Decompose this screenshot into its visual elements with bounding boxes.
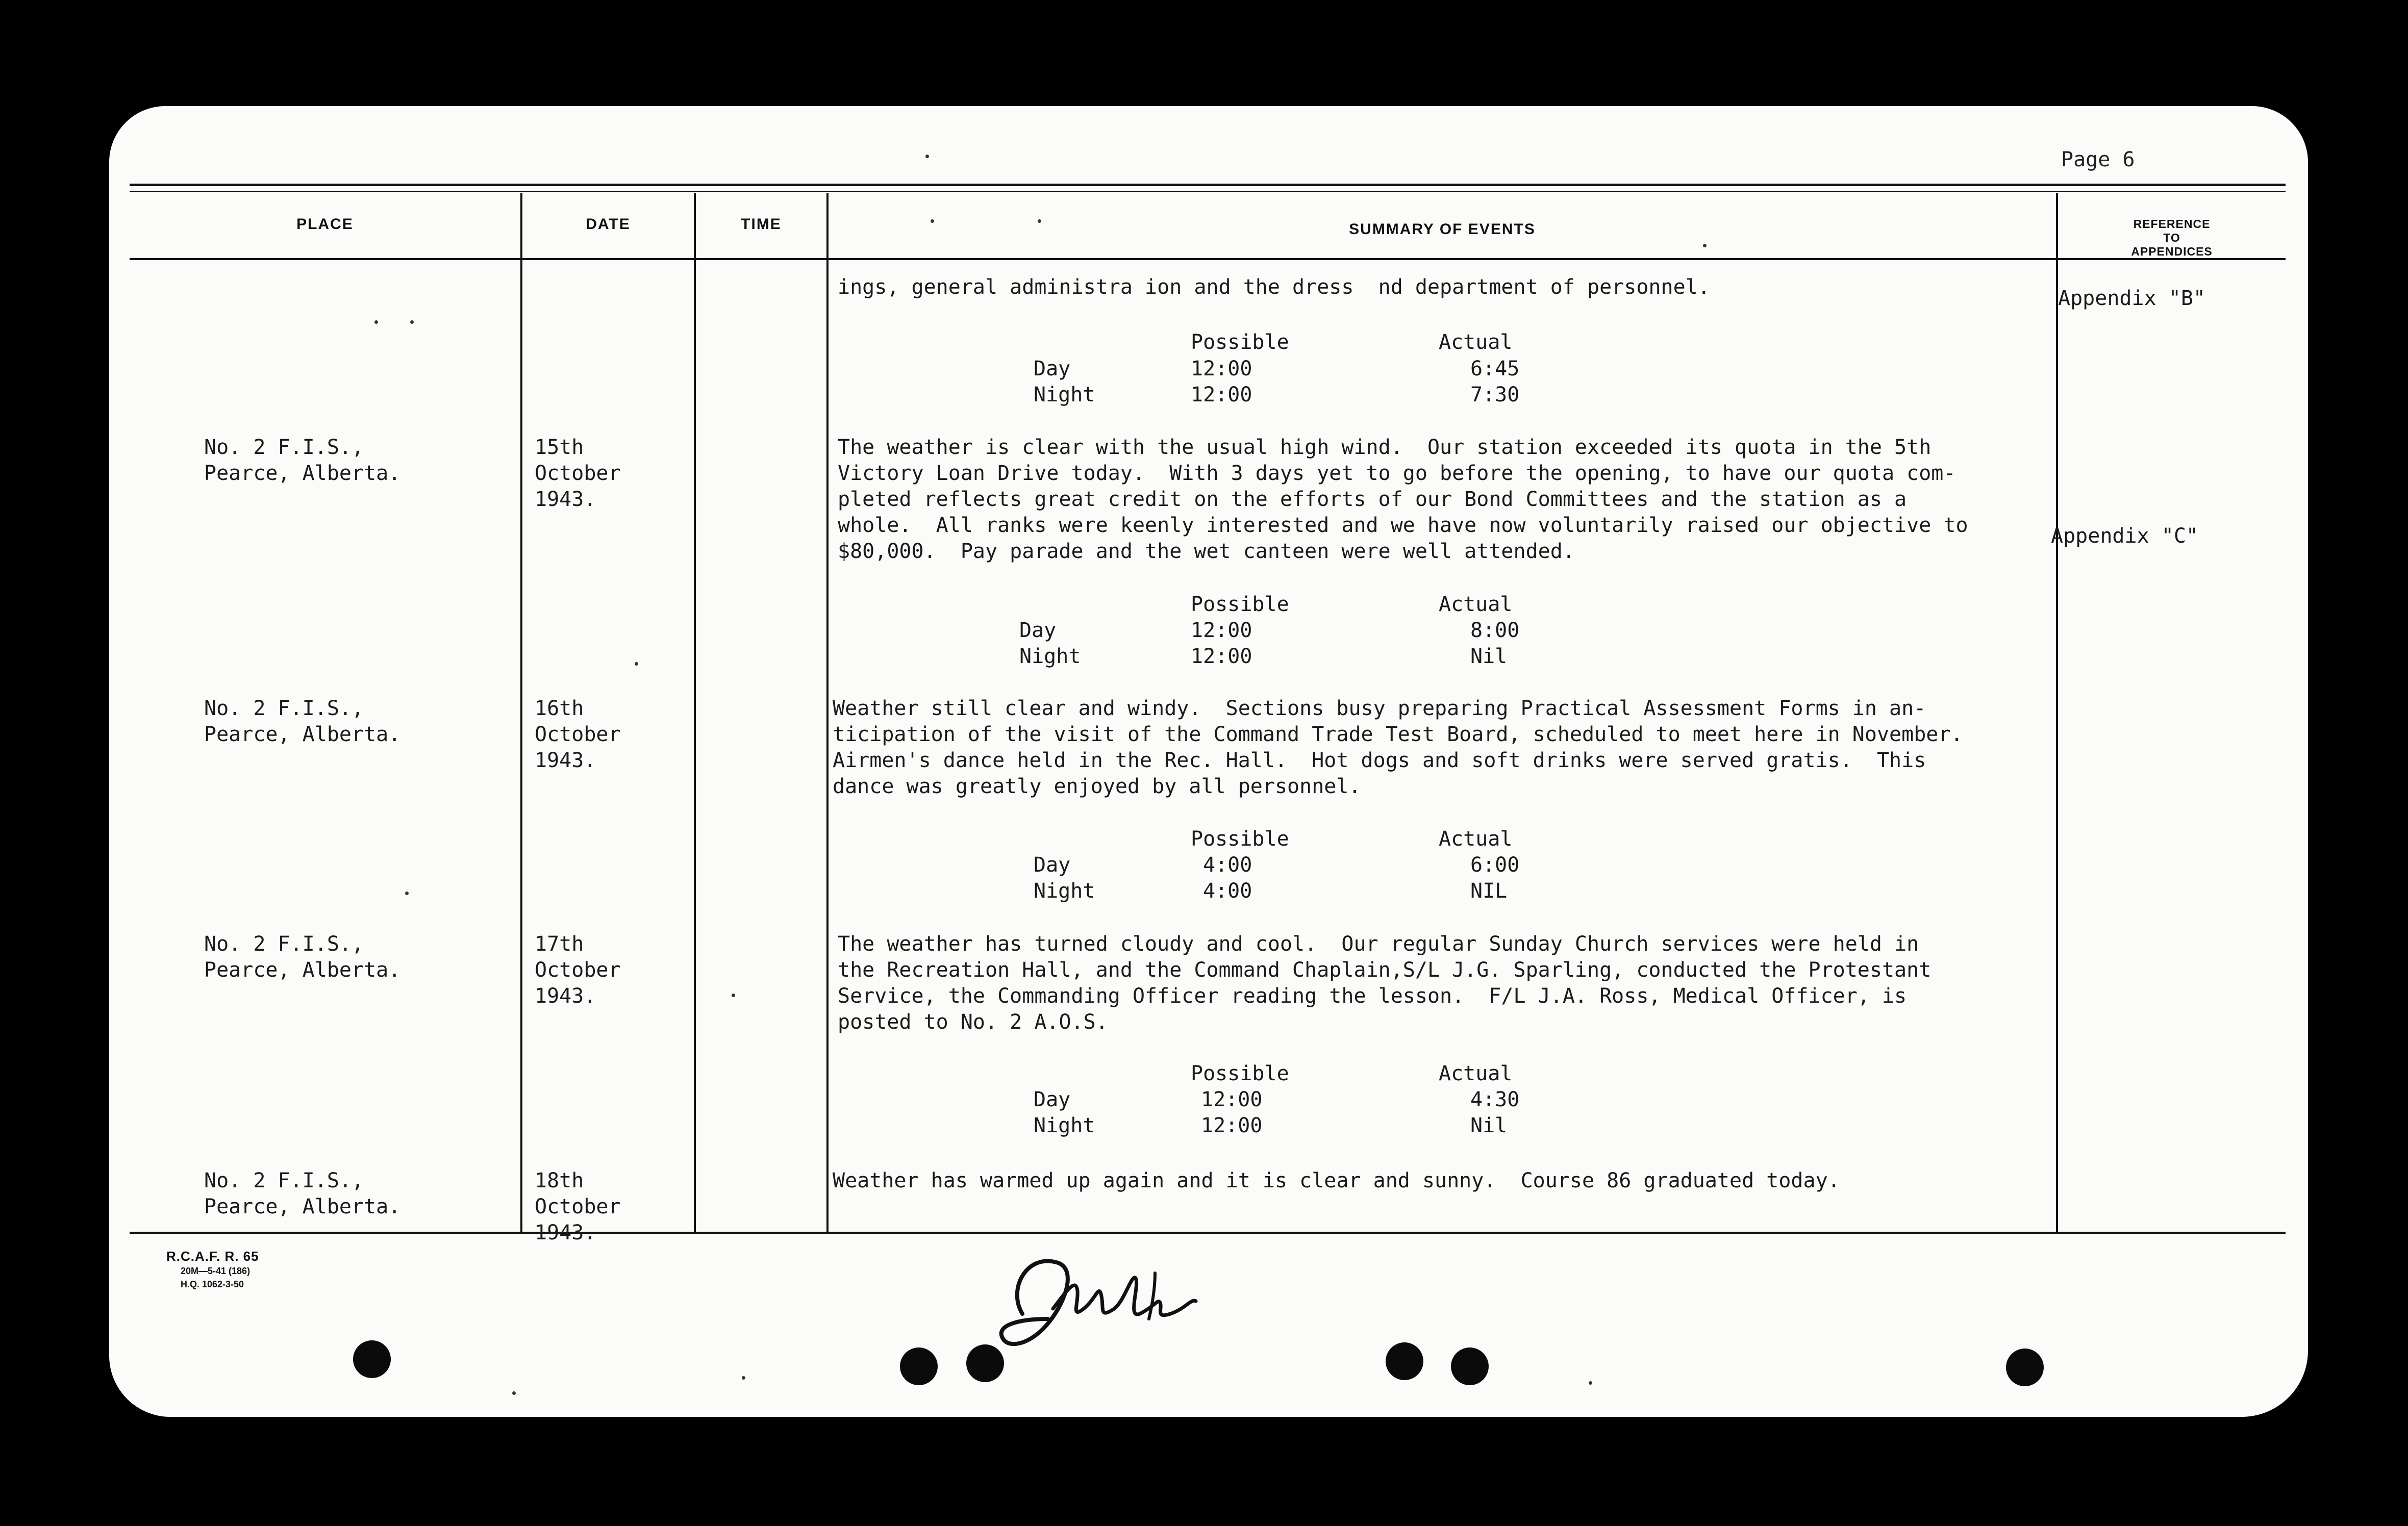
- entry-0-reference: Appendix "B": [2058, 287, 2205, 310]
- entry-2-possible-label: Possible: [1191, 827, 1289, 851]
- speck: [635, 662, 638, 666]
- form-hq-line: H.Q. 1062-3-50: [181, 1279, 244, 1289]
- punch-hole: [1451, 1347, 1489, 1385]
- speck: [374, 320, 378, 324]
- entry-4-summary: Weather has warmed up again and it is clear and sunny. Course 86 graduated today.: [833, 1169, 1840, 1192]
- speck: [512, 1391, 516, 1395]
- form-print-line: 20M—5-41 (186): [181, 1266, 250, 1276]
- speck: [925, 155, 929, 158]
- speck: [931, 219, 934, 223]
- form-code: [166, 1249, 259, 1291]
- entry-0-night-label: Night: [1034, 383, 1095, 406]
- entry-1-date: 15th October 1943.: [535, 436, 621, 511]
- header-reference: [2058, 217, 2286, 259]
- header-place: PLACE: [296, 216, 354, 233]
- entry-4-place: No. 2 F.I.S., Pearce, Alberta.: [204, 1169, 401, 1218]
- entry-1-day-label: Day: [1019, 619, 1057, 642]
- punch-hole: [2006, 1349, 2044, 1386]
- entry-3-place: No. 2 F.I.S., Pearce, Alberta.: [204, 932, 401, 982]
- entry-1-summary: The weather is clear with the usual high wind. Our station exceeded its quota in the 5th Victory Loan Drive today. With 3 days yet to go before the opening, to have our quota com- pleted reflects great credit on the efforts of our Bond Committees and the station as a whole. All ranks were keenly interested and we have now voluntarily raised our objective to $80,000. Pay parade and the wet canteen were well attended.: [838, 436, 1968, 563]
- entry-3-possible-label: Possible: [1191, 1062, 1289, 1085]
- punch-hole: [353, 1340, 391, 1378]
- entry-3-day-possible: 12:00: [1201, 1088, 1263, 1111]
- header-summary: SUMMARY OF EVENTS: [1349, 221, 1536, 238]
- header-reference-line2: TO: [2163, 231, 2180, 244]
- page-number: Page 6: [2061, 148, 2135, 171]
- entry-2-night-actual: NIL: [1470, 879, 1508, 903]
- punch-hole: [900, 1347, 938, 1385]
- entry-0-day-label: Day: [1034, 357, 1071, 380]
- entry-1-actual-label: Actual: [1439, 593, 1513, 616]
- header-reference-line3: APPENDICES: [2131, 245, 2213, 258]
- entry-3-day-label: Day: [1034, 1088, 1071, 1111]
- speck: [1589, 1381, 1592, 1385]
- entry-2-actual-label: Actual: [1439, 827, 1513, 851]
- speck: [410, 320, 414, 324]
- header-rule: [130, 258, 2286, 260]
- speck: [742, 1376, 745, 1380]
- entry-3-night-label: Night: [1034, 1114, 1095, 1137]
- entry-1-night-possible: 12:00: [1191, 645, 1252, 668]
- entry-1-possible-label: Possible: [1191, 593, 1289, 616]
- entry-1-reference: Appendix "C": [2051, 524, 2198, 548]
- speck: [732, 994, 735, 997]
- punch-hole: [1386, 1342, 1423, 1380]
- signature-initials: [987, 1242, 1272, 1360]
- entry-0-possible-label: Possible: [1191, 330, 1289, 354]
- entry-1-place: No. 2 F.I.S., Pearce, Alberta.: [204, 436, 401, 485]
- header-date: DATE: [586, 216, 631, 233]
- column-divider-date: [694, 193, 696, 1232]
- entry-1-day-possible: 12:00: [1191, 619, 1252, 642]
- entry-3-date: 17th October 1943.: [535, 932, 621, 1008]
- entry-3-actual-label: Actual: [1439, 1062, 1513, 1085]
- entry-0-actual-label: Actual: [1439, 330, 1513, 354]
- top-rule-thin: [130, 191, 2286, 192]
- entry-3-day-actual: 4:30: [1470, 1088, 1520, 1111]
- header-reference-line1: REFERENCE: [2133, 217, 2211, 231]
- entry-0-night-actual: 7:30: [1470, 383, 1520, 406]
- column-divider-time: [826, 193, 829, 1232]
- entry-2-day-possible: 4:00: [1203, 853, 1252, 877]
- entry-2-night-possible: 4:00: [1203, 879, 1252, 903]
- column-divider-place: [520, 193, 522, 1232]
- entry-1-night-label: Night: [1019, 645, 1081, 668]
- entry-2-place: No. 2 F.I.S., Pearce, Alberta.: [204, 697, 401, 746]
- entry-0-day-possible: 12:00: [1191, 357, 1252, 380]
- entry-3-summary: The weather has turned cloudy and cool. Our regular Sunday Church services were held in the Recreation Hall, and the Command Chaplain,S/L J.G. Sparling, conducted the Protestant Service, the Commanding Officer reading the lesson. F/L J.A. Ross, Medical Officer, is posted to No. 2 A.O.S.: [838, 932, 1932, 1034]
- form-number: R.C.A.F. R. 65: [166, 1249, 259, 1264]
- entry-2-day-label: Day: [1034, 853, 1071, 877]
- bottom-rule: [130, 1232, 2286, 1234]
- column-divider-summary: [2056, 193, 2058, 1232]
- entry-4-date: 18th October 1943.: [535, 1169, 621, 1244]
- entry-0-summary: ings, general administra ion and the dress nd department of personnel.: [838, 275, 1710, 299]
- diary-page: [109, 106, 2308, 1417]
- entry-2-night-label: Night: [1034, 879, 1095, 903]
- speck: [1038, 219, 1041, 223]
- entry-3-night-actual: Nil: [1470, 1114, 1508, 1137]
- entry-0-night-possible: 12:00: [1191, 383, 1252, 406]
- entry-1-day-actual: 8:00: [1470, 619, 1520, 642]
- speck: [405, 892, 409, 895]
- entry-2-day-actual: 6:00: [1470, 853, 1520, 877]
- punch-hole: [966, 1344, 1004, 1382]
- entry-2-summary: Weather still clear and windy. Sections busy preparing Practical Assessment Forms in an- ticipation of the visit of the Command Trade Test Board, scheduled to meet here in November. Airmen's dance held in the Rec. Hall. Hot dogs and soft drinks were served gratis. This dance was greatly enjoyed by all personnel.: [833, 697, 1963, 798]
- speck: [1703, 244, 1707, 247]
- entry-0-day-actual: 6:45: [1470, 357, 1520, 380]
- entry-2-date: 16th October 1943.: [535, 697, 621, 772]
- top-rule: [130, 184, 2286, 186]
- header-time: TIME: [741, 216, 782, 233]
- entry-1-night-actual: Nil: [1470, 645, 1508, 668]
- entry-3-night-possible: 12:00: [1201, 1114, 1263, 1137]
